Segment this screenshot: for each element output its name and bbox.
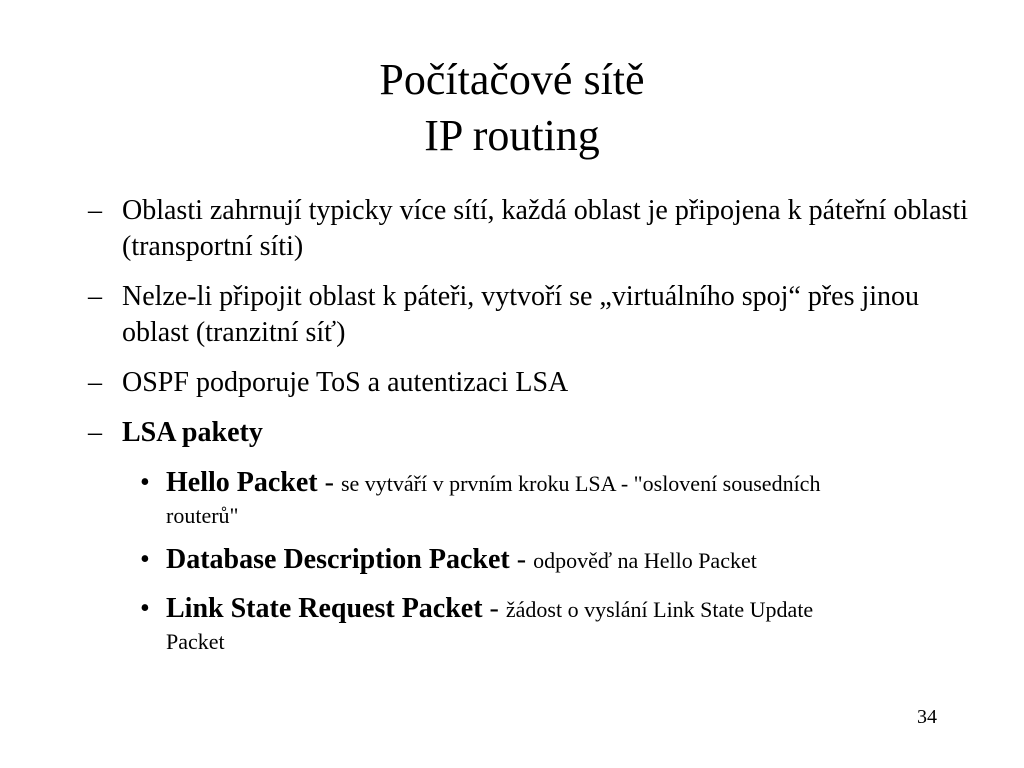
packet-name: Hello Packet (166, 467, 318, 498)
packet-description-continued: routerů" (166, 503, 239, 528)
dot-marker: • (140, 593, 150, 624)
title-line-1: Počítačové sítě (379, 55, 645, 104)
packet-separator: - (509, 544, 534, 575)
bullet-item (88, 365, 968, 401)
dot-marker: • (140, 544, 150, 575)
packet-description-continued: Packet (166, 629, 225, 654)
page-number: 34 (917, 706, 937, 728)
packet-item (140, 542, 968, 579)
packet-name: Link State Request Packet (166, 593, 483, 624)
bullet-text: OSPF podporuje ToS a autentizaci LSA (122, 367, 569, 398)
dash-marker: – (88, 281, 102, 312)
packet-separator: - (482, 593, 506, 624)
bullet-text: Nelze-li připojit oblast k páteři, vytvoří se „virtuálního spoj“ přes jinou oblast (tranzitní síť) (122, 281, 920, 348)
packet-description: se vytváří v prvním kroku LSA - "oslovení sousedních (340, 471, 821, 496)
bullet-item (88, 193, 968, 265)
packet-description: žádost o vyslání Link State Update (505, 597, 814, 622)
packet-item (140, 465, 968, 530)
packet-name: Database Description Packet (166, 544, 510, 575)
packet-separator: - (317, 467, 341, 498)
bullet-text: LSA pakety (122, 417, 263, 448)
bullet-item (88, 415, 968, 451)
dash-marker: – (88, 367, 102, 398)
bullet-item (88, 279, 968, 351)
dash-marker: – (88, 417, 102, 448)
dot-marker: • (140, 467, 150, 498)
bullet-text: Oblasti zahrnují typicky více sítí, každá oblast je připojena k páteřní oblasti (transportní síti) (122, 195, 968, 262)
slide-title (0, 52, 1024, 164)
title-line-2: IP routing (424, 111, 600, 160)
dash-marker: – (88, 195, 102, 226)
packet-description: odpověď na Hello Packet (533, 548, 757, 573)
packet-item (140, 591, 968, 656)
slide-content (88, 193, 968, 668)
